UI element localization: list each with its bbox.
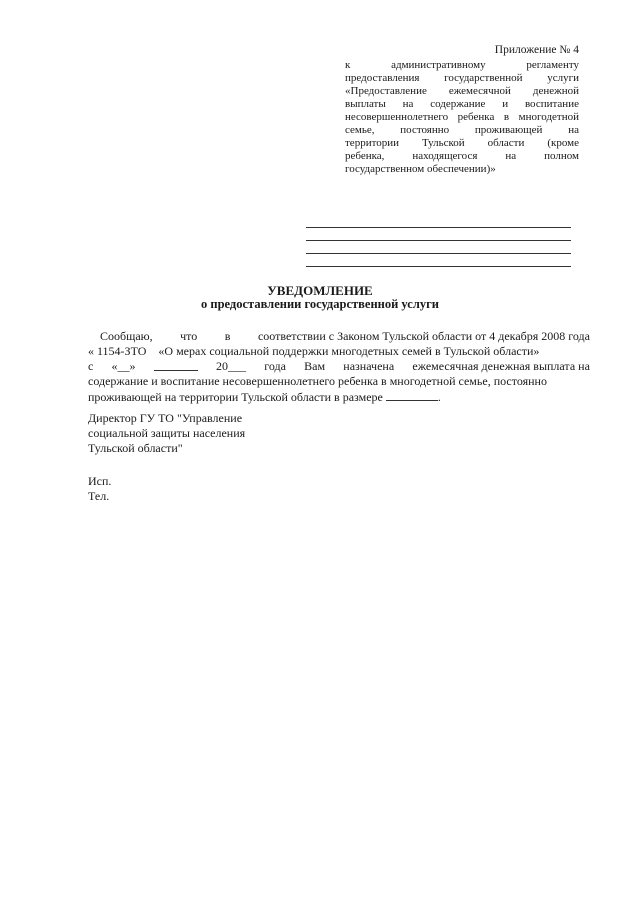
body-line: Сообщаю, что в соответствии с Законом Тульской области от 4 декабря 2008 года (100, 329, 590, 343)
executor-label: Исп. (88, 474, 112, 488)
appendix-word: и (502, 98, 509, 110)
appendix-line (345, 150, 579, 163)
body-line: проживающей на территории Тульской области в размере . (88, 390, 441, 404)
appendix-word: (кроме (547, 137, 579, 149)
appendix-line (345, 85, 579, 98)
appendix-word: выплаты (345, 98, 386, 110)
amount-blank (386, 389, 438, 401)
appendix-line (345, 59, 579, 72)
appendix-title: Приложение № 4 (494, 44, 579, 56)
appendix-word: на (568, 124, 579, 136)
date-month-blank (154, 359, 198, 371)
notice-title: УВЕДОМЛЕНИЕ (267, 283, 373, 298)
appendix-block (345, 44, 579, 176)
appendix-word: административному (391, 59, 486, 71)
appendix-word: семье, (345, 124, 375, 136)
appendix-word: ежемесячной (448, 85, 511, 97)
appendix-word: ребенка (457, 111, 495, 123)
phone-label: Тел. (88, 489, 110, 503)
appendix-word: услуги (547, 72, 579, 84)
appendix-word: денежной (532, 85, 579, 97)
appendix-word: на (402, 98, 414, 110)
contacts-block (88, 474, 111, 504)
appendix-text (345, 59, 579, 176)
appendix-word: области (487, 137, 525, 149)
appendix-word: Тульской (421, 137, 465, 149)
notice-body (88, 329, 590, 405)
appendix-line: государственном обеспечении)» (345, 163, 496, 175)
notice-subtitle: о предоставлении государственной услуги (201, 297, 439, 311)
director-line: Тульской области" (88, 441, 183, 455)
appendix-word: многодетной (518, 111, 579, 123)
address-line (306, 215, 571, 228)
appendix-line (345, 111, 579, 124)
body-line: содержание и воспитание несовершеннолетнего ребенка в многодетной семье, постоянно (88, 374, 547, 388)
signature-block (88, 411, 245, 456)
body-line: « 1154-ЗТО «О мерах социальной поддержки многодетных семей в Тульской области» (88, 344, 540, 358)
appendix-word: содержание (430, 98, 486, 110)
appendix-word: в (503, 111, 510, 123)
address-line (306, 241, 571, 254)
appendix-word: находящегося (412, 150, 478, 162)
address-line (306, 254, 571, 267)
appendix-line (345, 124, 579, 137)
appendix-word: ребенка, (345, 150, 385, 162)
appendix-word: регламенту (526, 59, 579, 71)
appendix-line (345, 137, 579, 150)
appendix-word: постоянно (400, 124, 450, 136)
body-line: с «__» 20___ года Вам назначена ежемесячная денежная выплата на (88, 359, 590, 373)
appendix-line (345, 72, 579, 85)
director-line: Директор ГУ ТО "Управление (88, 411, 243, 425)
appendix-word: «Предоставление (345, 85, 427, 97)
director-line: социальной защиты населения (88, 426, 246, 440)
appendix-word: к (345, 59, 351, 71)
appendix-word: территории (345, 137, 400, 149)
appendix-word: предоставления (345, 72, 420, 84)
appendix-word: воспитание (524, 98, 579, 110)
address-line (306, 228, 571, 241)
appendix-word: проживающей (474, 124, 543, 136)
appendix-word: на (505, 150, 517, 162)
appendix-word: полном (544, 150, 579, 162)
recipient-address-lines (306, 215, 571, 267)
appendix-line (345, 98, 579, 111)
appendix-word: несовершеннолетнего (345, 111, 449, 123)
appendix-word: государственной (444, 72, 523, 84)
